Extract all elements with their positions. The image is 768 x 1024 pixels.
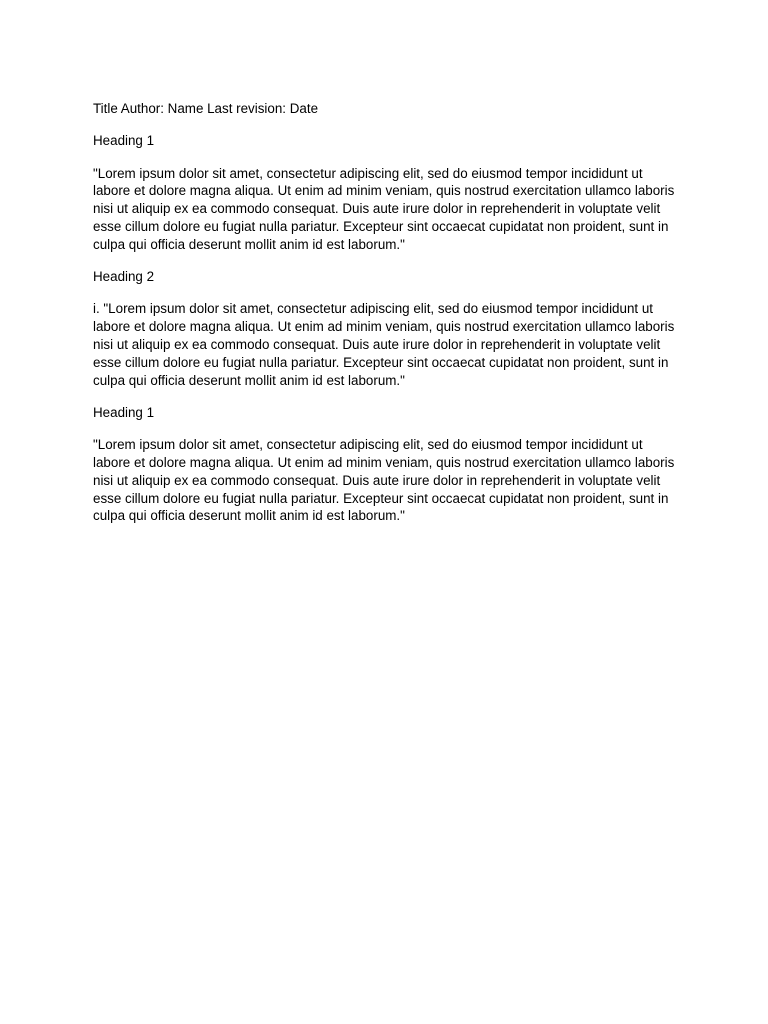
section-heading: Heading 2 (93, 269, 155, 285)
section-paragraph: "Lorem ipsum dolor sit amet, consectetur adipiscing elit, sed do eiusmod tempor incididunt ut labore et dolore magna aliqua. Ut enim ad minim veniam, quis nostrud exercitation ullamco laboris nisi ut aliquip ex ea commodo consequat. Duis aute irure dolor in reprehenderit in voluptate velit esse cillum dolore eu fugiat nulla pariatur. Excepteur sint occaecat cupidatat non proident, sunt in culpa qui officia deserunt mollit anim id est laborum." (93, 165, 675, 252)
section-2 (93, 268, 683, 389)
document-page (93, 100, 683, 540)
section-3 (93, 404, 683, 525)
section-heading: Heading 1 (93, 133, 155, 149)
section-heading: Heading 1 (93, 404, 155, 420)
section-1 (93, 132, 683, 253)
section-paragraph: "Lorem ipsum dolor sit amet, consectetur adipiscing elit, sed do eiusmod tempor incididunt ut labore et dolore magna aliqua. Ut enim ad minim veniam, quis nostrud exercitation ullamco laboris nisi ut aliquip ex ea commodo consequat. Duis aute irure dolor in reprehenderit in voluptate velit esse cillum dolore eu fugiat nulla pariatur. Excepteur sint occaecat cupidatat non proident, sunt in culpa qui officia deserunt mollit anim id est laborum." (93, 437, 675, 524)
document-header-line: Title Author: Name Last revision: Date (93, 101, 319, 116)
section-paragraph: i. "Lorem ipsum dolor sit amet, consectetur adipiscing elit, sed do eiusmod tempor incididunt ut labore et dolore magna aliqua. Ut enim ad minim veniam, quis nostrud exercitation ullamco laboris nisi ut aliquip ex ea commodo consequat. Duis aute irure dolor in reprehenderit in voluptate velit esse cillum dolore eu fugiat nulla pariatur. Excepteur sint occaecat cupidatat non proident, sunt in culpa qui officia deserunt mollit anim id est laborum." (93, 301, 675, 388)
